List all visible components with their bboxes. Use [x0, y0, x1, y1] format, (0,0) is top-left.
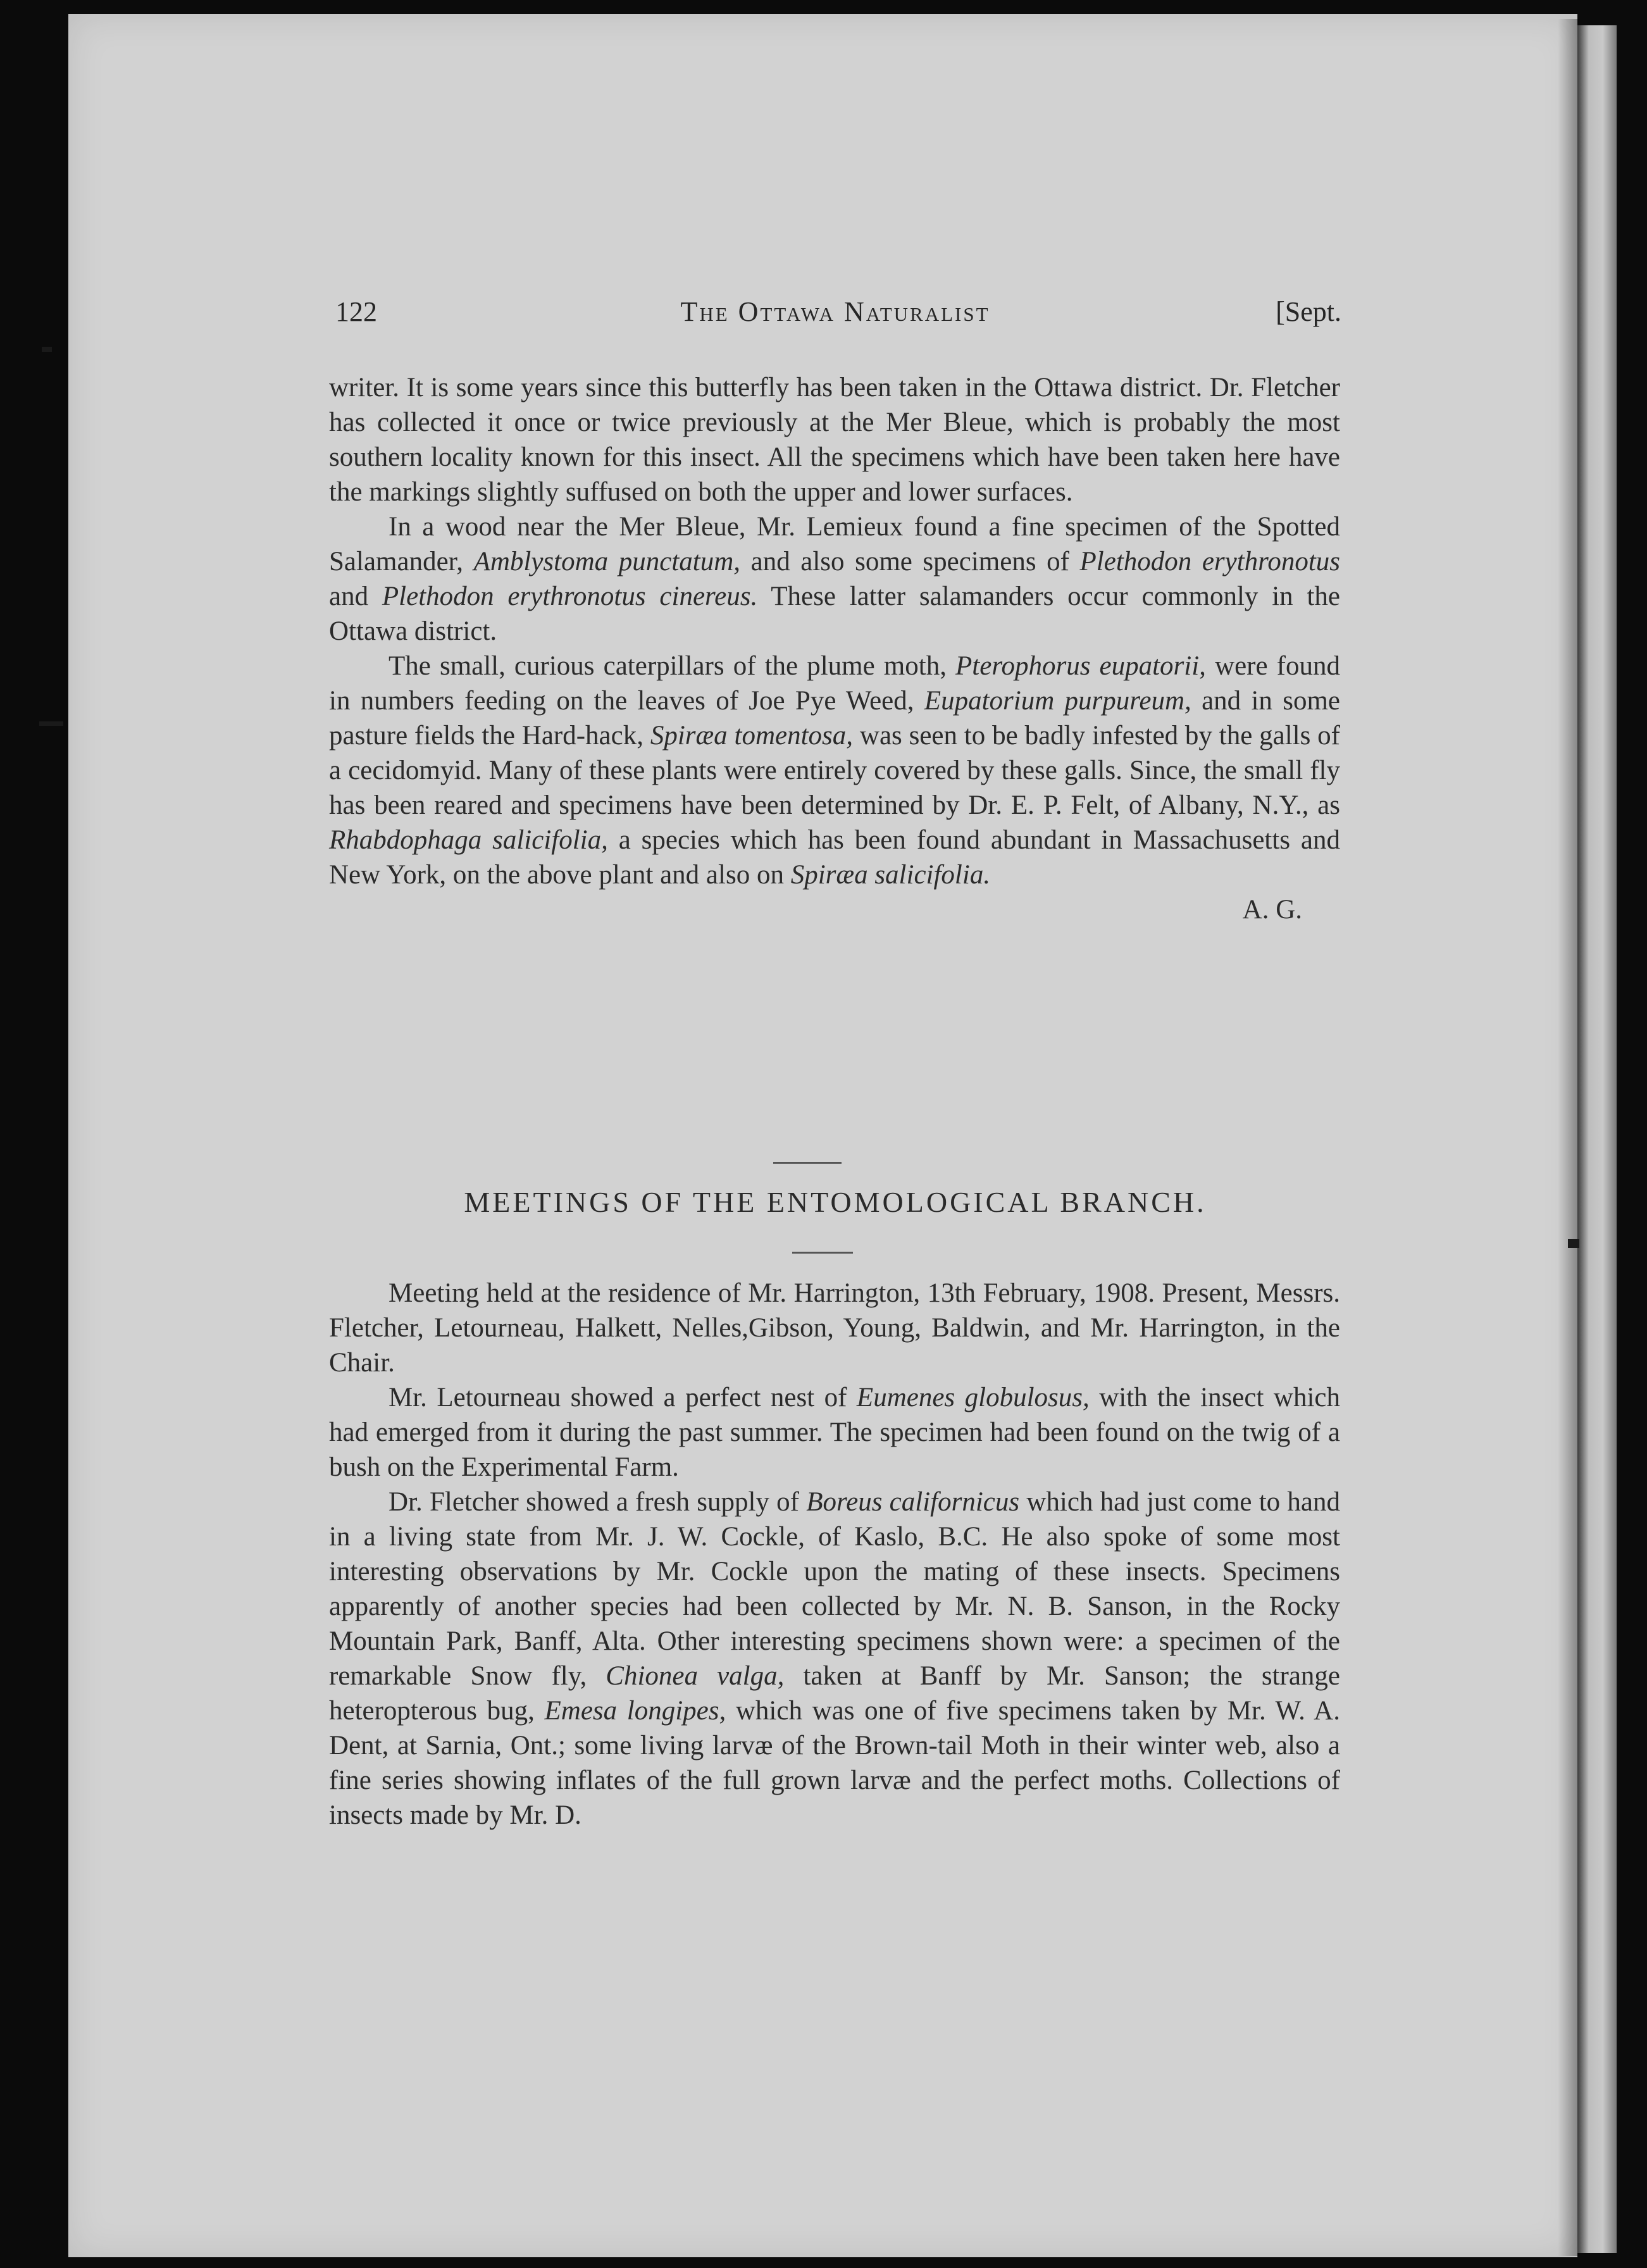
species-name: Plethodon erythronotus: [1079, 547, 1341, 576]
adjacent-page-edge: [1577, 25, 1617, 2253]
journal-title: The Ottawa Naturalist: [680, 296, 990, 327]
species-name: Eupatorium purpureum,: [924, 686, 1191, 716]
paragraph-plume-moth: [329, 649, 1340, 892]
paragraph-letourneau: [329, 1380, 1340, 1485]
text-run: a species which has been found abundant in Massachusetts and New York, on the above plant and also on: [329, 825, 1340, 890]
text-run: and in some pasture fields the Hard-hack,: [329, 686, 1340, 751]
book-page: [68, 14, 1577, 2257]
running-head: [329, 282, 1341, 332]
paragraph-meeting: Meeting held at the residence of Mr. Harrington, 13th February, 1908. Present, Messrs. Fletcher, Letourneau, Halkett, Nelles,Gibson, Young, Baldwin, and Mr. Harrington, in the Chair.: [329, 1278, 1340, 1378]
paragraph-butterfly: writer. It is some years since this butterfly has been taken in the Ottawa district. Dr. Fletcher has collected it once or twice previously at the Mer Bleue, which is probably the most southern locality known for this insect. All the specimens which have been taken here have the markings slightly suffused on both the upper and lower surfaces.: [329, 373, 1340, 507]
text-run: and also some specimens of: [740, 547, 1080, 576]
issue-month: [Sept.: [1276, 296, 1341, 327]
species-name: Eumenes globulosus,: [856, 1383, 1090, 1412]
section-heading: MEETINGS OF THE ENTOMOLOGICAL BRANCH.: [464, 1186, 1207, 1218]
text-run: were found in numbers feeding on the leaves of Joe Pye Weed,: [329, 651, 1340, 716]
text-run: In a wood near the Mer Bleue, Mr. Lemieux found a fine specimen of the Spotted Salamander,: [329, 512, 1340, 576]
text-run: was seen to be badly infested by the galls of a cecidomyid. Many of these plants were entirely covered by these galls. Since, the small fly has been reared and specimens have been determined by Dr. E. P. Felt, of Albany, N.Y., as: [329, 721, 1340, 820]
gutter-shadow: [1558, 19, 1579, 2256]
text-run: which had just come to hand in a living state from Mr. J. W. Cockle, of Kaslo, B.C. He also spoke of some most interesting observations by Mr. Cockle upon the mating of these insects. Specimens apparently of another species had been collected by Mr. N. B. Sanson, in the Rocky Mountain Park, Banff, Alta. Other interesting specimens shown were: a specimen of the remarkable Snow fly,: [329, 1487, 1340, 1691]
species-name: Amblystoma punctatum,: [473, 547, 741, 576]
species-name: Pterophorus eupatorii,: [955, 651, 1206, 681]
text-run: which was one of five specimens taken by Mr. W. A. Dent, at Sarnia, Ont.; some living larvæ of the Brown-tail Moth in their winter web, also a fine series showing inflates of the full grown larvæ and the perfect moths. Collections of insects made by Mr. D.: [329, 1696, 1340, 1830]
meeting-text: [329, 1276, 1340, 1833]
divider-rule: [773, 1162, 842, 1164]
paragraph-fletcher: [329, 1485, 1340, 1833]
text-run: The small, curious caterpillars of the plume moth,: [388, 651, 956, 681]
species-name: Plethodon erythronotus cinereus.: [382, 582, 758, 611]
page-number: 122: [335, 296, 377, 327]
divider-rule: [792, 1252, 853, 1254]
species-name: Boreus californicus: [806, 1487, 1020, 1517]
scan-edge-mark: [39, 721, 63, 726]
text-run: with the insect which had emerged from it during the past summer. The specimen had been found on the twig of a bush on the Experimental Farm.: [329, 1383, 1340, 1482]
article-text: [329, 370, 1340, 927]
scan-edge-mark: [42, 347, 52, 352]
author-initials: A. G.: [1242, 895, 1302, 925]
species-name: Chionea valga,: [606, 1661, 785, 1691]
text-run: Mr. Letourneau showed a perfect nest of: [388, 1383, 857, 1412]
species-name: Spiræa salicifolia.: [790, 860, 991, 890]
scan-edge-mark: [1568, 1239, 1579, 1248]
paragraph-salamanders: [329, 509, 1340, 649]
species-name: Rhabdophaga salicifolia,: [329, 825, 608, 855]
text-run: These latter salamanders occur commonly in the Ottawa district.: [329, 582, 1340, 646]
species-name: Spiræa tomentosa,: [650, 721, 854, 751]
text-run: and: [329, 582, 382, 611]
text-run: taken at Banff by Mr. Sanson; the strange heteropterous bug,: [329, 1661, 1341, 1726]
text-run: Dr. Fletcher showed a fresh supply of: [388, 1487, 807, 1517]
species-name: Emesa longipes,: [544, 1696, 726, 1726]
